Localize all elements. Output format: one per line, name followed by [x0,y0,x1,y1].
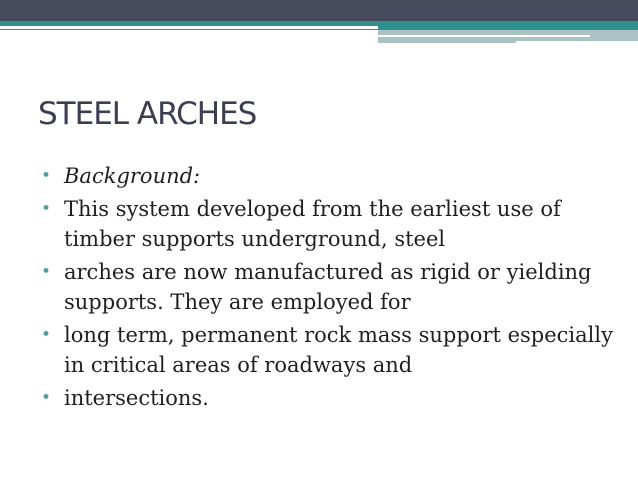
bullet-dot-icon: • [41,388,52,408]
bullet-dot-icon: • [41,199,52,219]
bullet-item [40,194,625,254]
header-dark-bar [0,0,638,21]
bullet-text: long term, permanent rock mass support especially in critical areas of roadways and [64,323,613,377]
bullet-item [40,161,625,191]
bullet-text: arches are now manufactured as rigid or yielding supports. They are employed for [64,260,592,314]
bullet-dot-icon: • [41,262,52,282]
bullet-dot-icon: • [41,325,52,345]
header-accent-strip [378,41,516,43]
header-accent-line [0,26,378,29]
bullet-text: This system developed from the earliest use of timber supports underground, steel [64,197,561,251]
bullet-dot-icon: • [41,166,52,186]
slide-title: STEEL ARCHES [38,96,257,132]
bullet-item [40,383,625,413]
bullet-text: intersections. [64,386,209,410]
bullet-list [40,161,625,416]
bullet-item [40,320,625,380]
header-accent-thin-line [378,35,590,37]
bullet-item [40,257,625,317]
bullet-text: Background: [64,164,201,188]
